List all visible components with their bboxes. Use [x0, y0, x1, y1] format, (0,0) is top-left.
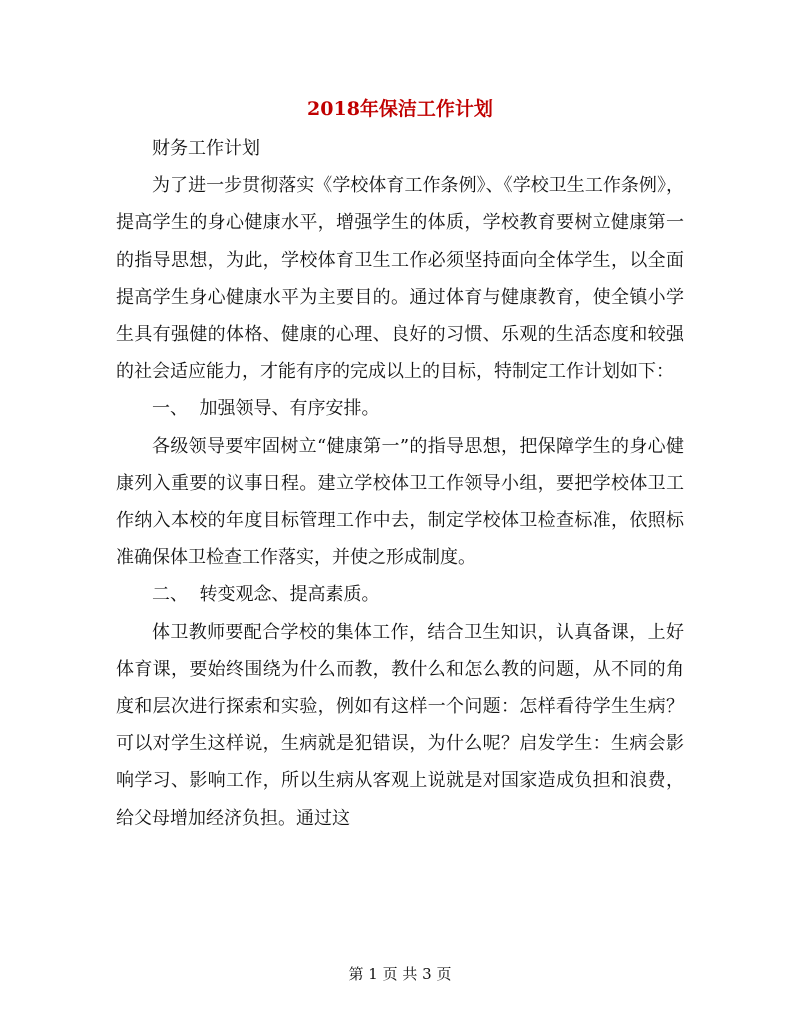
- paragraph-section-1: 各级领导要牢固树立“健康第一”的指导思想，把保障学生的身心健康列入重要的议事日程。建立学校体卫工作领导小组，要把学校体卫工作纳入本校的年度目标管理工作中去，制定学校体卫检查标准，依照标准确保体卫检查工作落实，并使之形成制度。: [116, 435, 684, 569]
- page-number-footer: 第 1 页 共 3 页: [348, 965, 452, 983]
- section-heading-2: 二、 转变观念、提高素质。: [152, 584, 380, 606]
- paragraph-intro: 为了进一步贯彻落实《学校体育工作条例》、《学校卫生工作条例》，提高学生的身心健康水平，增强学生的体质，学校教育要树立健康第一的指导思想，为此，学校体育卫生工作必须坚持面向全体学生，以全面提高学生身心健康水平为主要目的。通过体育与健康教育，使全镇小学生具有强健的体格、健康的心理、良好的习惯、乐观的生活态度和较强的社会适应能力，才能有序的完成以上的目标，特制定工作计划如下：: [116, 175, 684, 383]
- section-heading-1: 一、 加强领导、有序安排。: [152, 398, 380, 420]
- paragraph-subtitle: 财务工作计划: [152, 138, 260, 159]
- paragraph-section-2: 体卫教师要配合学校的集体工作，结合卫生知识，认真备课，上好体育课，要始终围绕为什么而教，教什么和怎么教的问题，从不同的角度和层次进行探索和实验，例如有这样一个问题：怎样看待学生生病？可以对学生这样说，生病就是犯错误，为什么呢？启发学生：生病会影响学习、影响工作，所以生病从客观上说就是对国家造成负担和浪费，给父母增加经济负担。通过这: [116, 621, 684, 829]
- document-title: 2018年保洁工作计划: [307, 98, 493, 120]
- document-body: [116, 130, 684, 837]
